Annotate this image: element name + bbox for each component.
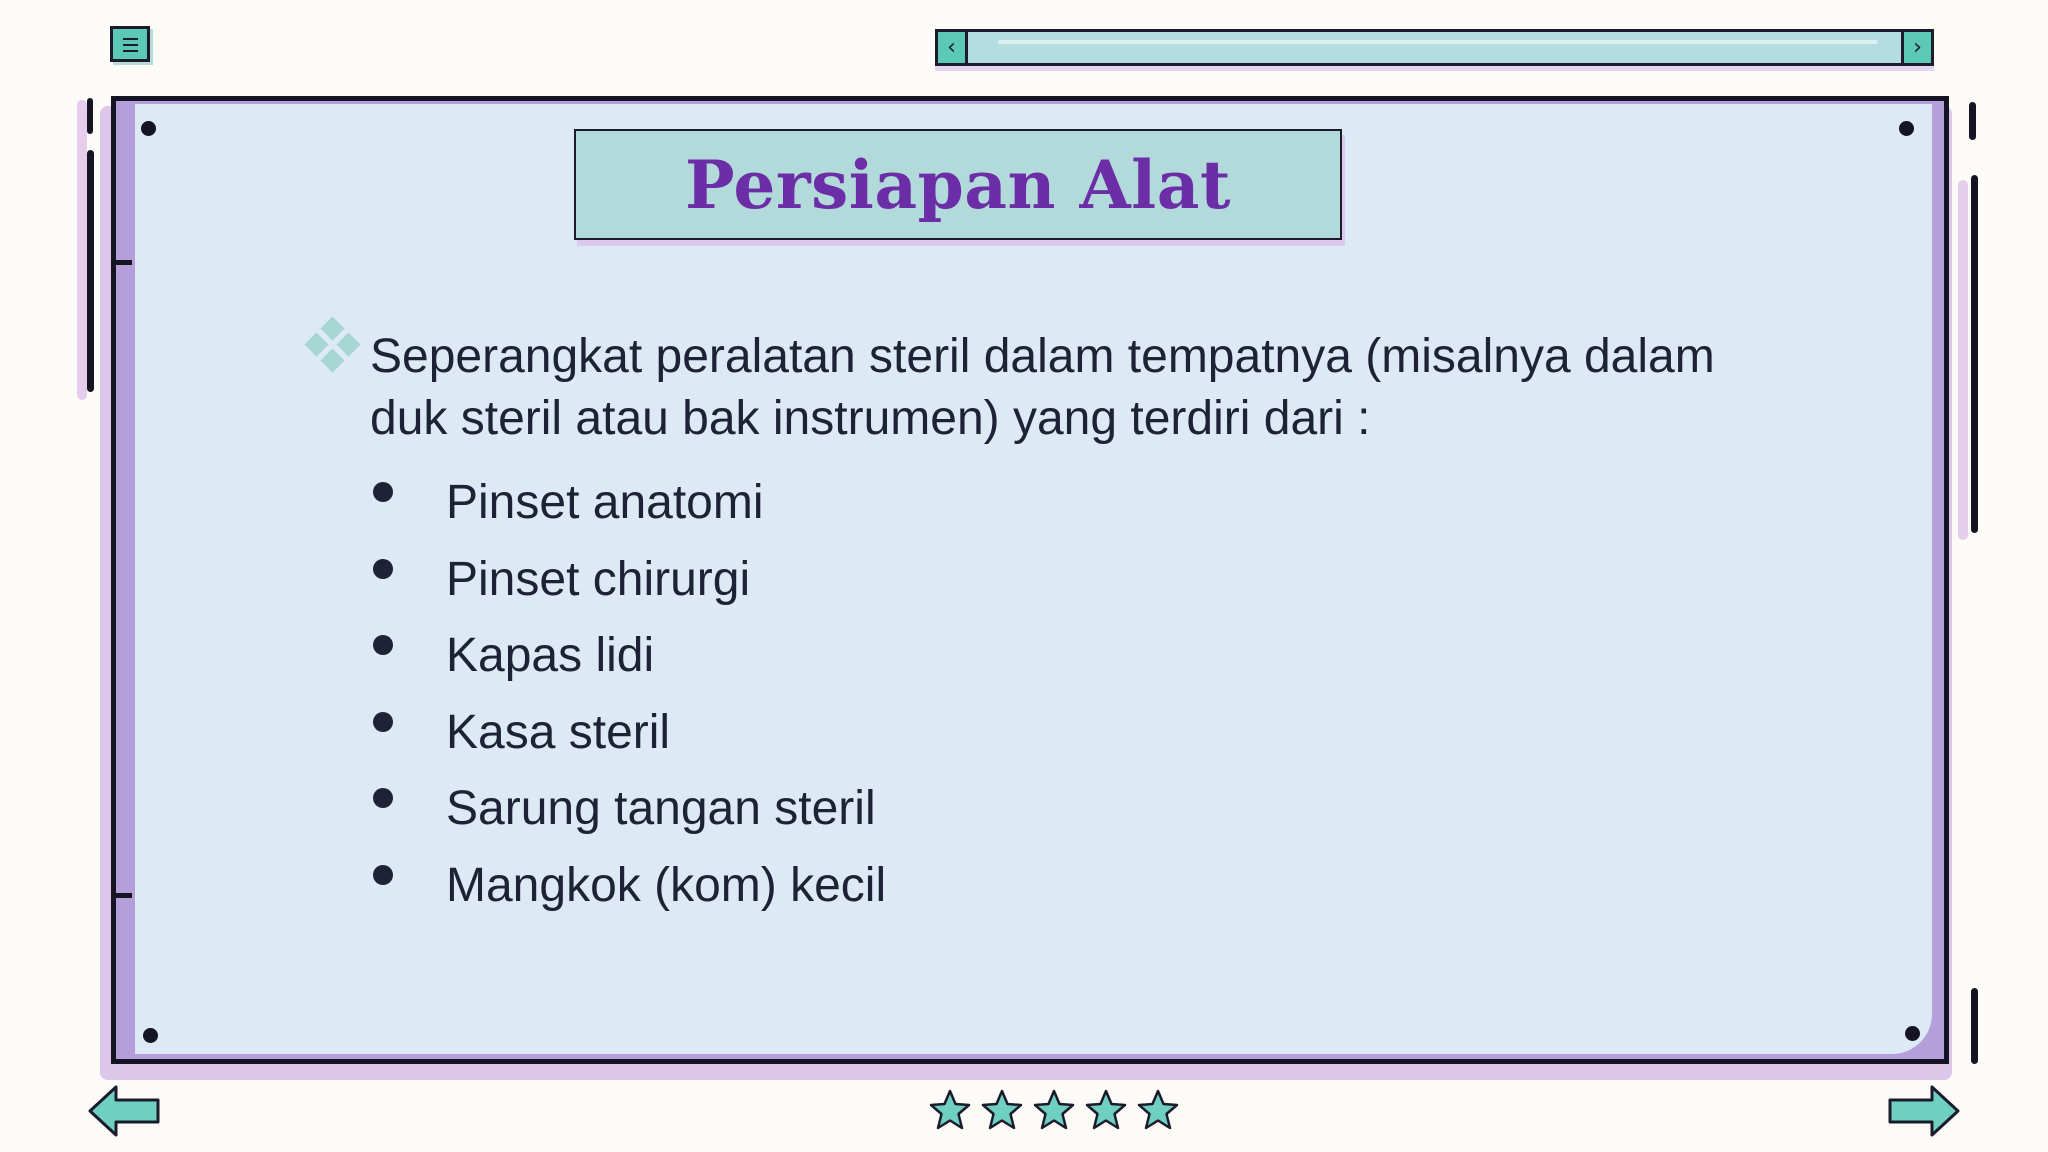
intro-text: Seperangkat peralatan steril dalam tempatnya (misalnya dalam duk steril atau bak instrumen) yang terdiri dari : <box>370 330 1715 445</box>
page-title: Persiapan Alat <box>684 145 1232 224</box>
star-icon <box>1084 1088 1128 1132</box>
left-decor-stroke-short <box>87 98 93 134</box>
next-slide-button[interactable] <box>1886 1083 1962 1139</box>
menu-button[interactable] <box>110 26 150 62</box>
list-item-label: Pinset chirurgi <box>446 552 751 606</box>
panel-tick-bottom <box>116 893 132 898</box>
right-decor-stroke-pink <box>1958 180 1968 540</box>
star-icon <box>928 1088 972 1132</box>
list-item-label: Sarung tangan steril <box>446 782 876 835</box>
right-decor-stroke-short <box>1969 102 1976 140</box>
scroll-right-button[interactable] <box>1901 29 1934 66</box>
right-decor-stroke-bottom <box>1971 988 1978 1064</box>
list-item <box>370 778 886 855</box>
star-icon <box>1136 1088 1180 1132</box>
list-item-label: Pinset anatomi <box>446 476 764 529</box>
list-item <box>370 472 886 549</box>
top-scrollbar[interactable] <box>935 29 1934 66</box>
list-item <box>370 549 886 626</box>
right-decor-stroke-long <box>1971 175 1978 533</box>
diamond-cluster-icon <box>300 316 366 382</box>
list-item-label: Mangkok (kom) kecil <box>446 858 887 912</box>
panel-rivet-bottom-left <box>143 1028 158 1043</box>
bullet-icon <box>373 559 393 579</box>
left-decor-stroke-pink <box>77 100 87 400</box>
star-rating <box>928 1088 1184 1138</box>
panel-rivet-top-left <box>141 121 156 136</box>
list-item-label: Kasa steril <box>446 705 671 759</box>
star-icon <box>980 1088 1024 1132</box>
list-item <box>370 855 886 932</box>
prev-slide-button[interactable] <box>86 1083 162 1139</box>
left-decor-stroke-long <box>87 150 94 392</box>
title-box <box>574 129 1342 240</box>
panel-tick-top <box>116 260 132 265</box>
panel-rivet-bottom-right <box>1905 1026 1920 1041</box>
bullet-icon <box>373 482 393 502</box>
chevron-right-icon: › <box>1913 34 1922 60</box>
scroll-left-button[interactable] <box>935 29 968 66</box>
chevron-left-icon: ‹ <box>947 34 956 60</box>
bullet-icon <box>373 788 393 808</box>
list-item-label: Kapas lidi <box>446 629 655 682</box>
list-item <box>370 702 886 779</box>
bullet-icon <box>373 712 393 732</box>
panel-rivet-top-right <box>1899 121 1914 136</box>
list-item <box>370 625 886 702</box>
arrow-left-icon <box>86 1083 162 1139</box>
arrow-right-icon <box>1886 1083 1962 1139</box>
equipment-list <box>370 472 886 931</box>
scrollbar-shine <box>998 40 1878 44</box>
star-icon <box>1032 1088 1076 1132</box>
bullet-icon <box>373 865 393 885</box>
bullet-icon <box>373 635 393 655</box>
